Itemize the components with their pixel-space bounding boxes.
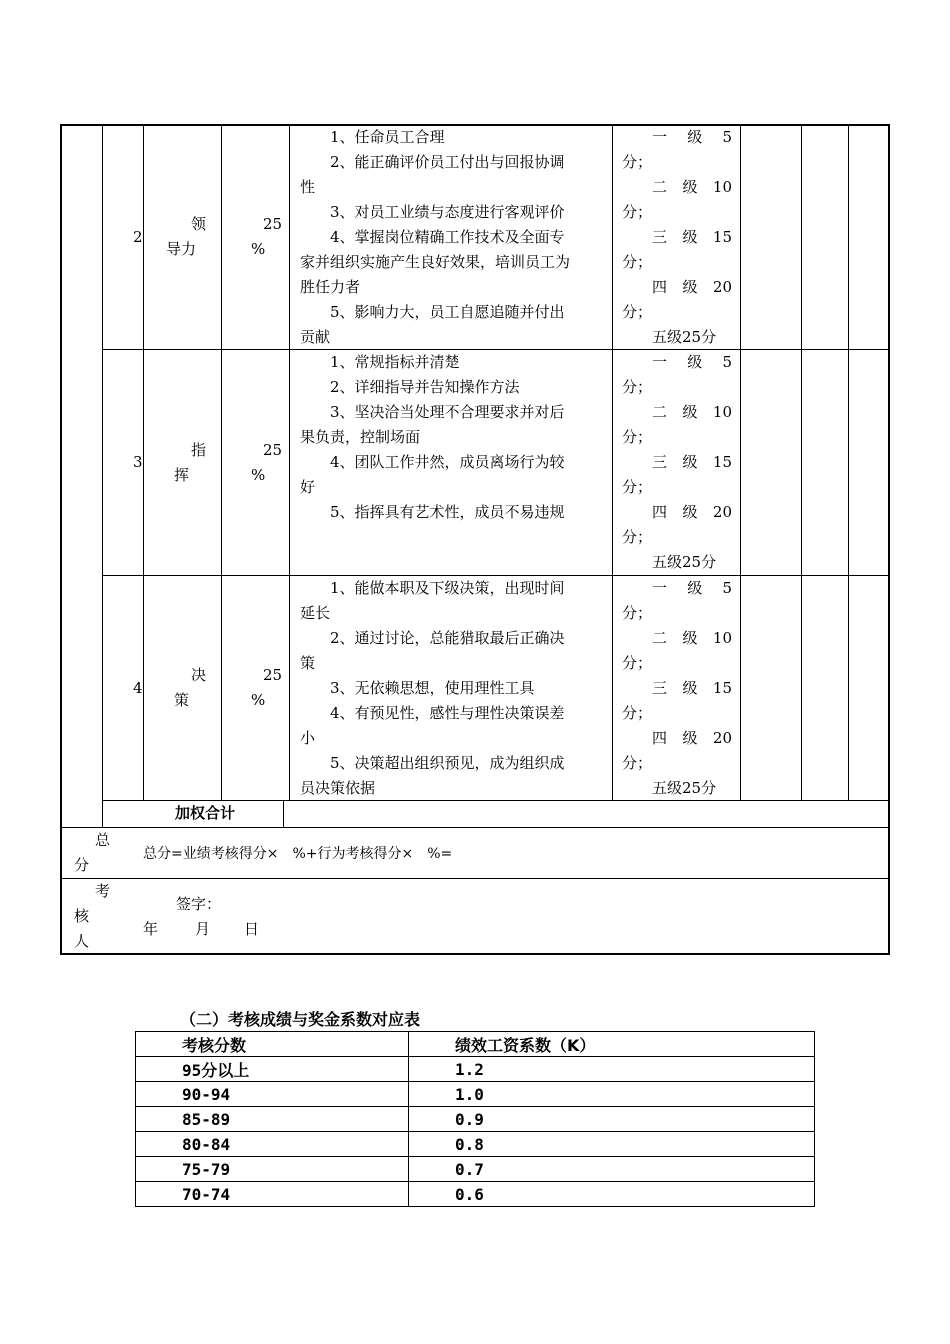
row-levels: 一 级 5 分； 二 级 10 分； 三 级 15 分； 四 级 20 分； 五级25分 [622,128,732,346]
row-criteria: 1、常规指标并清楚 2、详细指导并告知操作方法 3、坚决洽当处理不合理要求并对后 果负责，控制场面 4、团队工作井然，成员离场行为较 好 5、指挥具有艺术性，成员不易违规 [300,353,565,521]
date-day: 日 [244,920,260,938]
row-criteria: 1、能做本职及下级决策，出现时间 延长 2、通过讨论，总能猎取最后正确决 策 3、无依赖思想，使用理性工具 4、有预见性，感性与理性决策误差 小 5、决策超出组织预见，成为组织成 员决策依据 [300,579,565,797]
reviewer-label-1: 考 [95,882,111,900]
table-border-bottom [60,953,890,955]
row-weight-line1: 25 [263,666,283,684]
table-row: 90-94 1.0 [136,1082,815,1107]
row-name-line2: 策 [174,691,190,709]
row-weight-line2: % [251,691,266,709]
row-name-line2: 导力 [166,240,197,258]
reviewer-label-2: 核 [74,907,90,925]
table-border-left [60,124,62,955]
row-criteria: 1、任命员工合理 2、能正确评价员工付出与回报协调 性 3、对员工业绩与态度进行客观评价 4、掌握岗位精确工作技术及全面专 家并组织实施产生良好效果，培训员工为 胜任力者 5、影响力大，员工自愿追随并付出 贡献 [300,128,571,346]
row-index: 3 [133,453,143,471]
total-formula: 总分=业绩考核得分× %+行为考核得分× %= [143,846,453,862]
table-row: 70-74 0.6 [136,1182,815,1207]
total-label-1: 总 [95,831,111,849]
row-name-line2: 挥 [174,466,190,484]
row-weight-line1: 25 [263,215,283,233]
date-month: 月 [195,920,211,938]
table-row: 95分以上 1.2 [136,1057,815,1082]
row-levels: 一 级 5 分； 二 级 10 分； 三 级 15 分； 四 级 20 分； 五级25分 [622,579,732,797]
table-row: 75-79 0.7 [136,1157,815,1182]
table-row: 80-84 0.8 [136,1132,815,1157]
reviewer-label-3: 人 [74,932,90,950]
weighted-total-label: 加权合计 [175,804,236,822]
row-levels: 一 级 5 分； 二 级 10 分； 三 级 15 分； 四 级 20 分； 五级25分 [622,353,732,571]
header-coefficient: 绩效工资系数（K） [409,1032,815,1057]
row-weight-line2: % [251,240,266,258]
row-weight-line2: % [251,466,266,484]
header-score: 考核分数 [136,1032,409,1057]
row-index: 2 [133,228,143,246]
table-header-row [136,1032,815,1057]
total-label-2: 分 [74,856,90,874]
date-year: 年 [143,920,159,938]
row-name-line1: 领 [191,215,207,233]
row-weight-line1: 25 [263,441,283,459]
signature-label: 签字： [176,895,222,913]
table2-title: （二）考核成绩与奖金系数对应表 [180,1010,421,1029]
coefficient-table [135,1031,815,1207]
row-index: 4 [133,679,143,697]
row-name-line1: 指 [191,441,207,459]
table-border-right [888,124,890,955]
row-name-line1: 决 [191,666,207,684]
table-row: 85-89 0.9 [136,1107,815,1132]
